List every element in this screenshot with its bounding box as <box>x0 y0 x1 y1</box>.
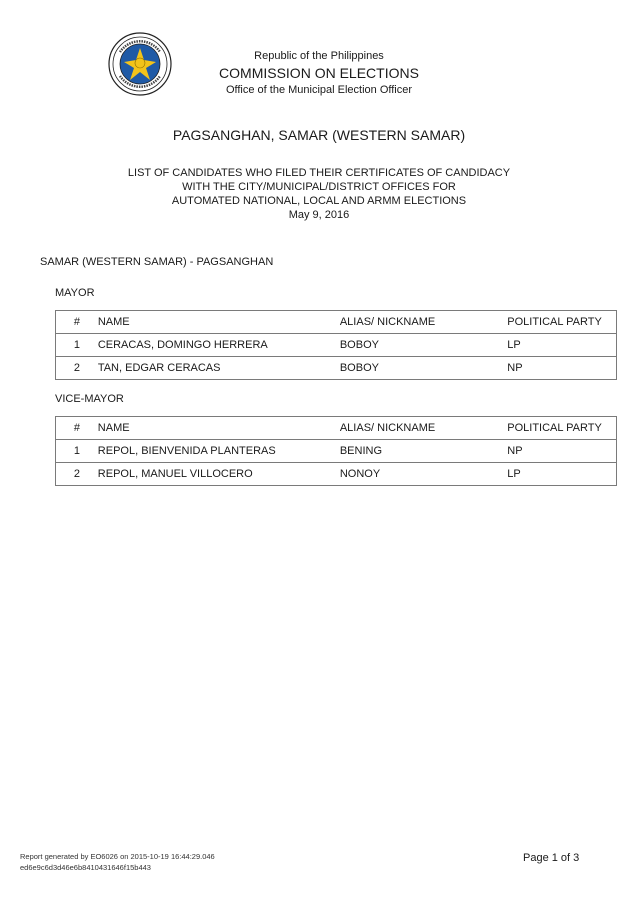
cell-num: 2 <box>56 463 98 486</box>
col-header-party: POLITICAL PARTY <box>507 417 616 440</box>
table-row <box>56 357 617 380</box>
list-title-line: AUTOMATED NATIONAL, LOCAL AND ARMM ELECTIONS <box>171 195 467 207</box>
cell-name: CERACAS, DOMINGO HERRERA <box>98 334 340 357</box>
cell-party: LP <box>507 463 616 486</box>
cell-num: 2 <box>56 357 98 380</box>
cell-num: 1 <box>56 440 98 463</box>
position-title-vice-mayor: VICE-MAYOR <box>55 393 124 405</box>
table-header-row <box>56 417 617 440</box>
report-hash: ed6e9c6d3d46e6b8410431646f15b443 <box>20 863 151 872</box>
cell-alias: NONOY <box>340 463 507 486</box>
position-title-mayor: MAYOR <box>55 287 95 299</box>
cell-party: LP <box>507 334 616 357</box>
col-header-party: POLITICAL PARTY <box>507 311 616 334</box>
header-office: Office of the Municipal Election Officer <box>225 84 413 96</box>
vice-mayor-table <box>55 416 617 486</box>
header-commission: COMMISSION ON ELECTIONS <box>219 65 419 81</box>
col-header-alias: ALIAS/ NICKNAME <box>340 417 507 440</box>
cell-name: TAN, EDGAR CERACAS <box>98 357 340 380</box>
mayor-table <box>55 310 617 380</box>
header-republic: Republic of the Philippines <box>254 50 384 62</box>
report-footer <box>20 851 215 873</box>
col-header-name: NAME <box>98 311 340 334</box>
cell-alias: BOBOY <box>340 334 507 357</box>
place-title: PAGSANGHAN, SAMAR (WESTERN SAMAR) <box>172 127 466 143</box>
table-row <box>56 440 617 463</box>
list-title <box>0 166 638 222</box>
page-number: Page 1 of 3 <box>523 852 580 864</box>
area-heading: SAMAR (WESTERN SAMAR) - PAGSANGHAN <box>40 256 274 268</box>
cell-alias: BENING <box>340 440 507 463</box>
table-row <box>56 334 617 357</box>
report-generated-text: Report generated by EO6026 on 2015-10-19 16:44:29.046 <box>20 852 215 861</box>
table-header-row <box>56 311 617 334</box>
election-date: May 9, 2016 <box>288 209 350 221</box>
cell-name: REPOL, BIENVENIDA PLANTERAS <box>98 440 340 463</box>
cell-party: NP <box>507 440 616 463</box>
col-header-num: # <box>56 311 98 334</box>
table-row <box>56 463 617 486</box>
cell-party: NP <box>507 357 616 380</box>
cell-alias: BOBOY <box>340 357 507 380</box>
cell-num: 1 <box>56 334 98 357</box>
cell-name: REPOL, MANUEL VILLOCERO <box>98 463 340 486</box>
list-title-line: LIST OF CANDIDATES WHO FILED THEIR CERTIFICATES OF CANDIDACY <box>127 167 511 179</box>
col-header-name: NAME <box>98 417 340 440</box>
col-header-alias: ALIAS/ NICKNAME <box>340 311 507 334</box>
list-title-line: WITH THE CITY/MUNICIPAL/DISTRICT OFFICES FOR <box>182 181 456 193</box>
col-header-num: # <box>56 417 98 440</box>
